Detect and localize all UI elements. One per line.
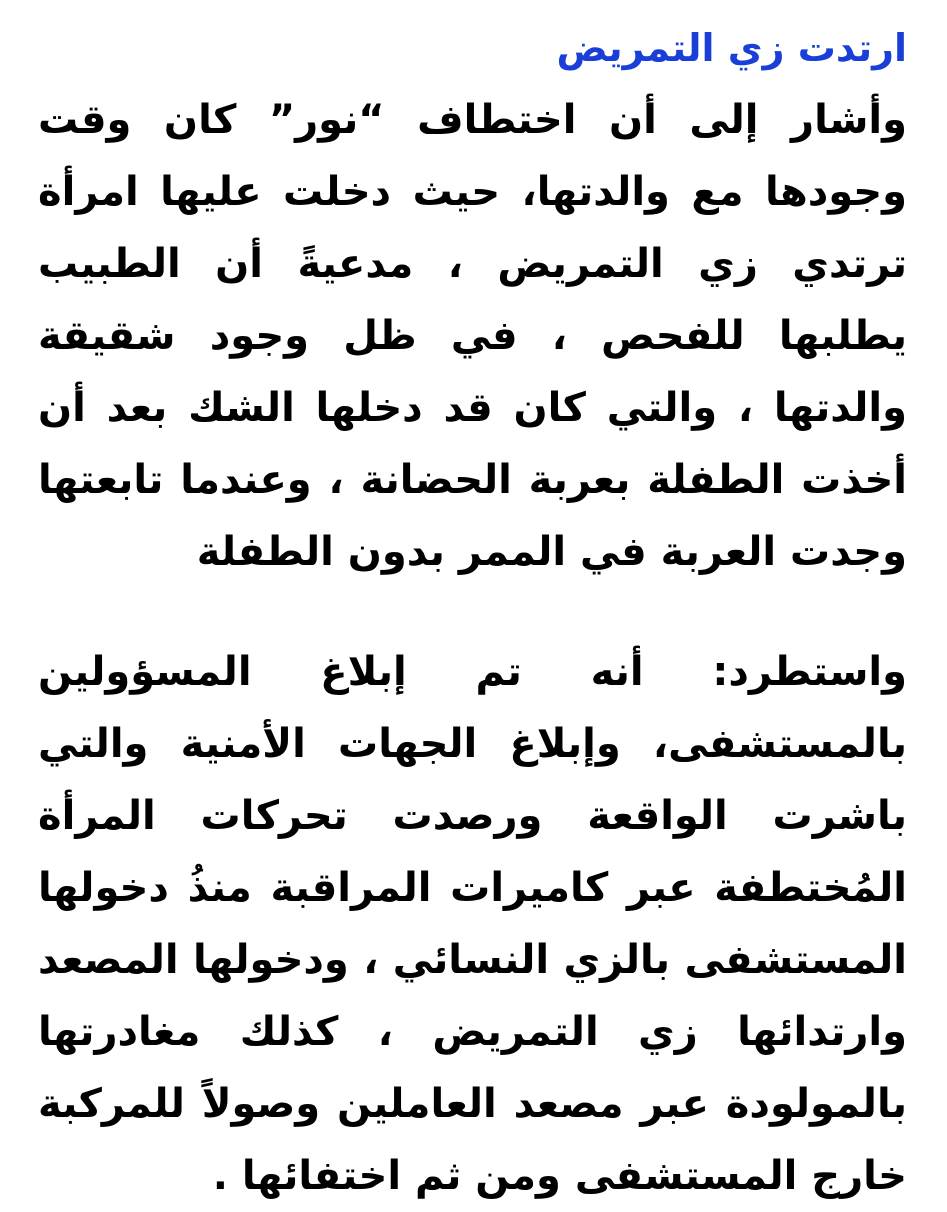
- article-heading: ارتدت زي التمريض: [556, 26, 907, 70]
- article-paragraph-2: واستطرد: أنه تم إبلاغ المسؤولين بالمستشفى، وإبلاغ الجهات الأمنية والتي باشرت الواقعة ورصدت تحركات المرأة المُختطفة عبر كاميرات المراقبة منذُ دخولها المستشفى بالزي النسائي ، ودخولها المصعد وارتدائها زي التمريض ، كذلك مغادرتها بالمولودة عبر مصعد العاملين وصولاً للمركبة خارج المستشفى ومن ثم اختفائها .: [38, 649, 907, 1199]
- article-paragraph-1: وأشار إلى أن اختطاف “نور” كان وقت وجودها مع والدتها، حيث دخلت عليها امرأة ترتدي زي التمريض ، مدعيةً أن الطبيب يطلبها للفحص ، في ظل وجود شقيقة والدتها ، والتي كان قد دخلها الشك بعد أن أخذت الطفلة بعربة الحضانة ، وعندما تابعتها وجدت العربة في الممر بدون الطفلة: [38, 97, 907, 575]
